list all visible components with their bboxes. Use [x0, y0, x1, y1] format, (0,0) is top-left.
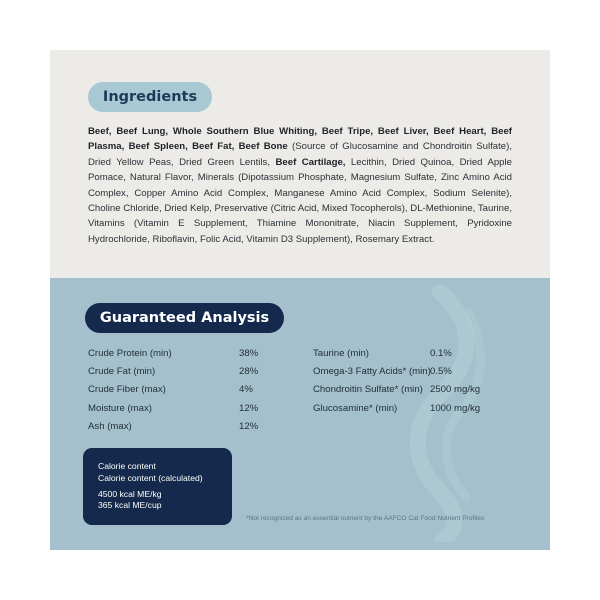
guaranteed-analysis-heading: Guaranteed Analysis: [85, 303, 284, 333]
analysis-label: Omega-3 Fatty Acids* (min): [313, 366, 431, 377]
ingredients-bold-segment: Beef, Beef Lung, Whole Southern Blue Whiting, Beef Tripe, Beef Liver, Beef Heart, Beef Plasma, Beef Spleen, Beef Fat, Beef Bone: [88, 126, 512, 153]
analysis-label: Crude Protein (min): [88, 348, 172, 359]
calorie-content-box: [83, 448, 232, 525]
footnote: *Not recognized as an essential nutrient by the AAFCO Cat Food Nutrient Profiles: [246, 515, 485, 522]
ingredients-segment: Lecithin, Dried Quinoa, Dried Apple Pomace, Natural Flavor, Minerals (Dipotassium Phosphate, Magnesium Sulfate, Zinc Amino Acid Complex, Copper Amino Acid Complex, Manganese Amino Acid Complex, Sodium Selenite), Choline Chloride, Dried Kelp, Preservative (Citric Acid, Mixed Tocopherols), DL-Methionine, Taurine, Vitamins (Vitamin E Supplement, Thiamine Mononitrate, Niacin Supplement, Pyridoxine Hydrochloride, Riboflavin, Folic Acid, Vitamin D3 Supplement), Rosemary Extract.: [88, 156, 512, 245]
ingredients-heading: Ingredients: [88, 82, 212, 112]
ingredients-bold-segment: Beef Cartilage,: [275, 156, 346, 168]
analysis-value: 12%: [239, 421, 259, 432]
analysis-label: Ash (max): [88, 421, 132, 432]
analysis-value: 4%: [239, 384, 253, 395]
ingredients-segment: (Source of Glucosamine and Chondroitin Sulfate), Dried Yellow Peas, Dried Green Lentils,: [88, 141, 512, 168]
analysis-value: 12%: [239, 403, 259, 414]
analysis-value: 2500 mg/kg: [430, 384, 481, 395]
calorie-heading: Calorie content: [98, 461, 156, 471]
analysis-label: Crude Fat (min): [88, 366, 156, 377]
analysis-value: 38%: [239, 348, 259, 359]
analysis-value: 28%: [239, 366, 259, 377]
analysis-value: 0.1%: [430, 348, 452, 359]
analysis-label: Glucosamine* (min): [313, 403, 398, 414]
analysis-label: Taurine (min): [313, 348, 369, 359]
calorie-per-kg: 4500 kcal ME/kg: [98, 489, 162, 499]
calorie-subheading: Calorie content (calculated): [98, 473, 203, 483]
analysis-label: Moisture (max): [88, 403, 152, 414]
ingredients-list: [88, 124, 512, 247]
ingredients-section: [50, 50, 550, 278]
analysis-label: Crude Fiber (max): [88, 384, 166, 395]
nutrition-panel: [50, 50, 550, 550]
analysis-value: 0.5%: [430, 366, 452, 377]
analysis-value: 1000 mg/kg: [430, 403, 481, 414]
calorie-per-cup: 365 kcal ME/cup: [98, 500, 162, 510]
analysis-label: Chondroitin Sulfate* (min): [313, 384, 423, 395]
